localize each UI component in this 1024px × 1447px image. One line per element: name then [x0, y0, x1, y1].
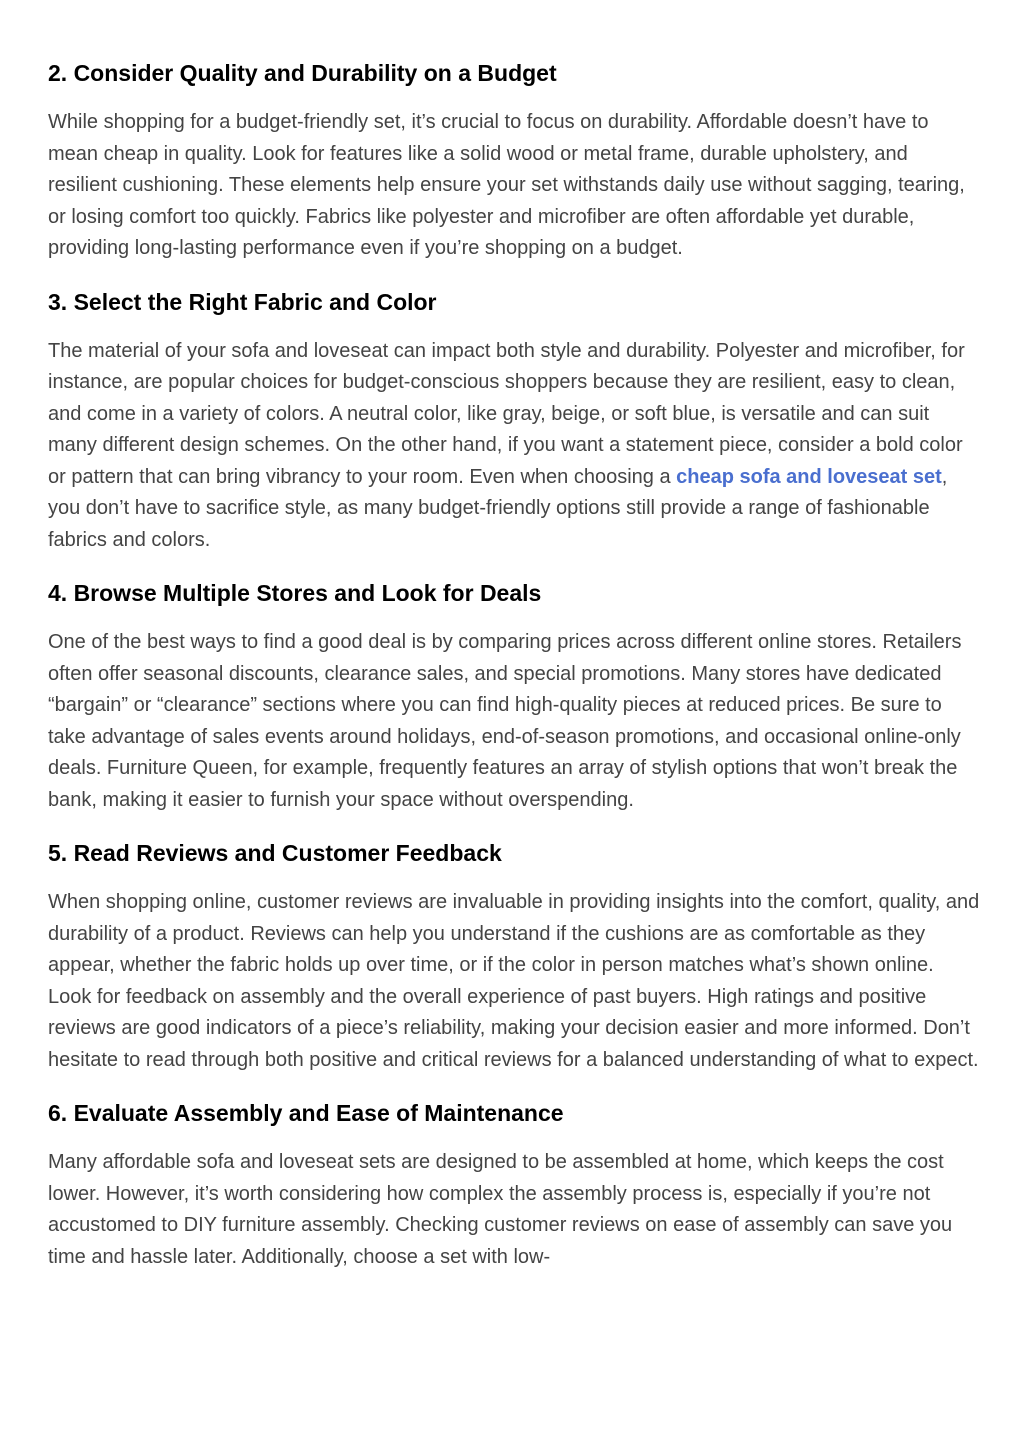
section-heading: 4. Browse Multiple Stores and Look for Deals — [48, 580, 542, 606]
section-fabric-color — [48, 285, 980, 557]
body-text-after-link: , you don’t have to sacrifice style, as many budget-friendly options still provide a range of fashionable fabrics and colors. — [48, 465, 948, 551]
section-body: One of the best ways to find a good deal is by comparing prices across different online stores. Retailers often offer seasonal discounts, clearance sales, and special promotions. Many stores have dedicated “bargain” or “clearance” sections where you can find high-quality pieces at reduced prices. Be sure to take advantage of sales events around holidays, end-of-season promotions, and occasional online-only deals. Furniture Queen, for example, frequently features an array of stylish options that won’t break the bank, making it easier to furnish your space without overspending. — [48, 631, 962, 811]
section-reviews-feedback — [48, 836, 980, 1076]
section-body: When shopping online, customer reviews are invaluable in providing insights into the comfort, quality, and durability of a product. Reviews can help you understand if the cushions are as comfortable as they appear, whether the fabric holds up over time, or if the color in person matches what’s shown online. Look for feedback on assembly and the overall experience of past buyers. High ratings and positive reviews are good indicators of a piece’s reliability, making your decision easier and more informed. Don’t hesitate to read through both positive and critical reviews for a balanced understanding of what to expect. — [48, 891, 980, 1071]
article-content — [48, 56, 980, 1293]
section-assembly-maintenance — [48, 1096, 980, 1273]
section-body: Many affordable sofa and loveseat sets are designed to be assembled at home, which keeps the cost lower. However, it’s worth considering how complex the assembly process is, especially if you’re not accustomed to DIY furniture assembly. Checking customer reviews on ease of assembly can save you time and hassle later. Additionally, choose a set with low- — [48, 1151, 953, 1268]
section-body: While shopping for a budget-friendly set, it’s crucial to focus on durability. Affordable doesn’t have to mean cheap in quality. Look for features like a solid wood or metal frame, durable upholstery, and resilient cushioning. These elements help ensure your set withstands daily use without sagging, tearing, or losing comfort too quickly. Fabrics like polyester and microfiber are often affordable yet durable, providing long-lasting performance even if you’re shopping on a budget. — [48, 111, 965, 259]
section-heading: 5. Read Reviews and Customer Feedback — [48, 840, 502, 866]
cheap-sofa-loveseat-link[interactable]: cheap sofa and loveseat set — [676, 465, 942, 488]
section-stores-deals — [48, 576, 980, 816]
section-heading: 6. Evaluate Assembly and Ease of Maintenance — [48, 1100, 564, 1126]
section-quality-durability — [48, 56, 980, 265]
body-text-before-link: The material of your sofa and loveseat can impact both style and durability. Polyester and microfiber, for instance, are popular choices for budget-conscious shoppers because they are resilient, easy to clean, and come in a variety of colors. A neutral color, like gray, beige, or soft blue, is versatile and can suit many different design schemes. On the other hand, if you want a statement piece, consider a bold color or pattern that can bring vibrancy to your room. Even when choosing a — [48, 339, 965, 488]
section-heading: 2. Consider Quality and Durability on a Budget — [48, 60, 557, 86]
section-heading: 3. Select the Right Fabric and Color — [48, 288, 437, 315]
section-body — [48, 336, 980, 557]
